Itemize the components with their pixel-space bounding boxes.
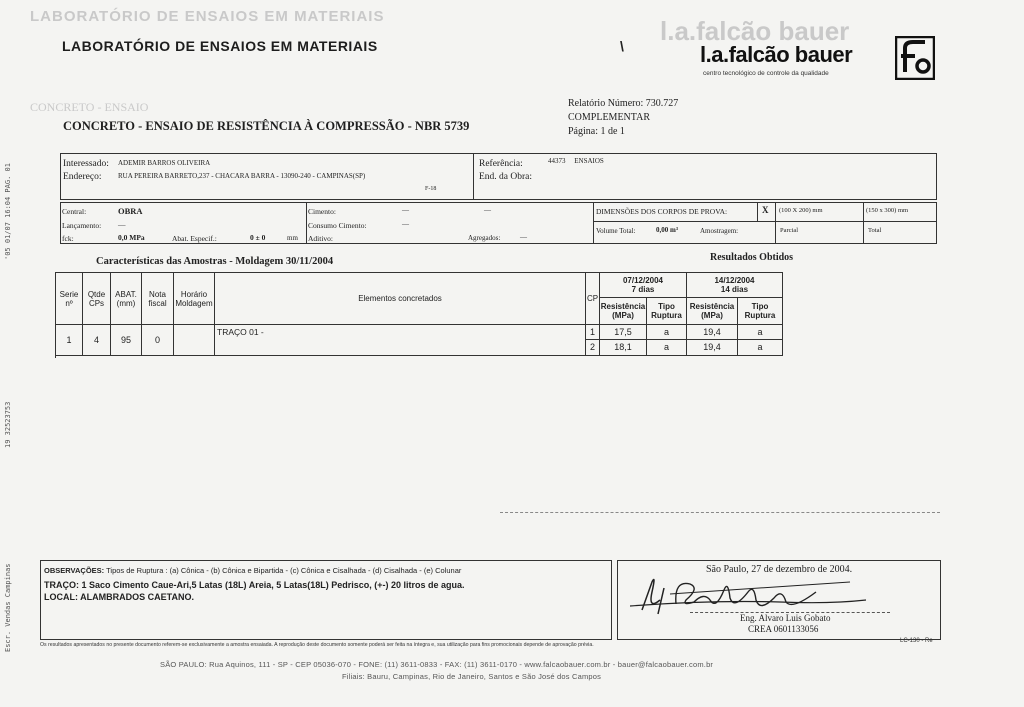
cell-nota: 0 [142, 325, 174, 356]
header-7-days [600, 273, 687, 298]
interessado-label: Interessado: [63, 159, 109, 169]
cimento-value: — [402, 206, 409, 214]
footer-address: SÃO PAULO: Rua Aquinos, 111 - SP - CEP 05036-070 - FONE: (11) 3611-0833 - FAX: (11) 3611-0170 - www.falcaobauer.com.br - bauer@falcaobauer.com.br [160, 660, 714, 669]
cell-qtde: 4 [83, 325, 111, 356]
referencia-label: Referência: [479, 159, 523, 169]
cell-abat: 95 [111, 325, 142, 356]
header-elementos: Elementos concretados [215, 273, 586, 325]
obra-label: End. da Obra: [479, 172, 533, 182]
label-7-days: 7 dias [631, 285, 655, 294]
lab-title: LABORATÓRIO DE ENSAIOS EM MATERIAIS [62, 38, 378, 54]
header-resist-14: Resistência (MPa) [687, 298, 738, 325]
form-code: LC-130 - Re [900, 638, 933, 644]
logo-text: l.a.falcão bauer [700, 42, 853, 67]
endereco-label: Endereço: [63, 172, 102, 182]
central-label: Central: [62, 207, 87, 216]
header-14-days [687, 273, 783, 298]
agregados-value: — [520, 233, 527, 241]
traco-text: TRAÇO: 1 Saco Cimento Caue-Ari,5 Latas (18L) Areia, 5 Latas(18L) Pedrisco, (+-) 20 litros de agua. [44, 580, 465, 590]
header-nota: Nota fiscal [142, 273, 174, 325]
cimento-label: Cimento: [308, 207, 336, 216]
result-2-tipo-14: a [738, 340, 783, 356]
page-number: Página: 1 de 1 [568, 126, 625, 137]
report-number: Relatório Número: 730.727 [568, 98, 679, 109]
result-1-tipo-14: a [738, 325, 783, 340]
samples-table [55, 272, 783, 358]
samples-title: Características das Amostras - Moldagem 30/11/2004 [96, 256, 334, 267]
consumo-value: — [402, 220, 409, 228]
result-1-resist-14: 19,4 [687, 325, 738, 340]
divider-line [500, 512, 940, 513]
observations-text: Tipos de Ruptura : (a) Cônica - (b) Cônica e Bipartida - (c) Cônica e Cisalhada - (d) Cisalhada - (e) Colunar [106, 566, 462, 575]
dimension-100x200: (100 X 200) mm [779, 207, 823, 214]
header-abat: ABAT. (mm) [111, 273, 142, 325]
lancamento-label: Lançamento: [62, 221, 102, 230]
cimento-value-2: — [484, 206, 491, 214]
fax-number: 19 32523753 [4, 401, 12, 448]
dimension-checkmark: X [762, 205, 769, 215]
logo-subtitle: centro tecnológico de controle da qualidade [703, 70, 829, 77]
aditivo-label: Aditivo: [308, 234, 334, 243]
fck-value: 0,0 MPa [118, 233, 145, 242]
result-1-resist-7: 17,5 [600, 325, 647, 340]
label-14-days: 14 dias [720, 285, 749, 294]
f-code: F-18 [425, 186, 437, 192]
header-serie: Serie nº [56, 273, 83, 325]
disclaimer: Os resultados apresentados no presente documento referem-se exclusivamente a amostra ensaiada. A reprodução deste documento somente poderá ser feita na íntegra e, sua utilização para fins promocionais depende de aprovação prévia. [40, 642, 594, 648]
signer-name: Eng. Alvaro Luis Gobato [740, 613, 831, 623]
logo-emblem [895, 36, 935, 80]
header-tipo-14: Tipo Ruptura [738, 298, 783, 325]
interessado-value: ADEMIR BARROS OLIVEIRA [118, 159, 211, 167]
referencia-value: 44373 ENSAIOS [548, 157, 604, 165]
result-2-resist-7: 18,1 [600, 340, 647, 356]
date-7-days: 07/12/2004 [622, 276, 664, 285]
endereco-value: RUA PEREIRA BARRETO,237 - CHACARA BARRA - 13090-240 - CAMPINAS(SP) [118, 172, 366, 180]
header-cp: CP [586, 273, 600, 325]
ghost-title: LABORATÓRIO DE ENSAIOS EM MATERIAIS [30, 8, 385, 25]
signer-crea: CREA 0601133056 [748, 624, 819, 634]
central-value: OBRA [118, 206, 143, 216]
header-tipo-7: Tipo Ruptura [647, 298, 687, 325]
lancamento-value: — [118, 220, 126, 229]
dimensions-label: DIMENSÕES DOS CORPOS DE PROVA: [596, 207, 728, 216]
volume-value: 0,00 m³ [656, 226, 678, 234]
header-qtde: Qtde CPs [83, 273, 111, 325]
amostragem-total: Total [868, 227, 882, 234]
result-2-cp: 2 [586, 340, 600, 356]
footer-branches: Filiais: Bauru, Campinas, Rio de Janeiro, Santos e São José dos Campos [342, 672, 602, 681]
volume-label: Volume Total: [596, 227, 636, 235]
sender-name: Escr. Vendas Campinas [4, 563, 12, 652]
ghost-logo: l.a.falcão bauer [660, 16, 850, 46]
result-1-tipo-7: a [647, 325, 687, 340]
consumo-label: Consumo Cimento: [308, 221, 367, 230]
amostragem-label: Amostragem: [700, 227, 739, 235]
cell-serie: 1 [56, 325, 83, 356]
abat-unit: mm [287, 234, 298, 242]
result-1-cp: 1 [586, 325, 600, 340]
report-complement: COMPLEMENTAR [568, 112, 650, 123]
fck-label: fck: [62, 234, 74, 243]
agregados-label: Agregados: [468, 234, 501, 242]
date-place: São Paulo, 27 de dezembro de 2004. [706, 564, 853, 575]
cell-horario [174, 325, 215, 356]
result-2-resist-14: 19,4 [687, 340, 738, 356]
abat-label: Abat. Especif.: [172, 234, 217, 243]
ghost-left: CONCRETO - ENSAIO [30, 100, 149, 114]
observations-label: OBSERVAÇÕES: [44, 566, 105, 575]
cell-elementos: TRAÇO 01 - [215, 325, 586, 356]
local-text: LOCAL: ALAMBRADOS CAETANO. [44, 592, 194, 602]
date-14-days: 14/12/2004 [714, 276, 755, 285]
results-title: Resultados Obtidos [710, 252, 794, 263]
fax-header: '05 01/07 16:04 PAG. 01 [4, 163, 12, 260]
stray-mark: \ [620, 38, 624, 54]
observations-line [44, 566, 461, 575]
header-resist-7: Resistência (MPa) [600, 298, 647, 325]
header-horario: Horário Moldagem [174, 273, 215, 325]
doc-title: CONCRETO - ENSAIO DE RESISTÊNCIA À COMPRESSÃO - NBR 5739 [63, 119, 470, 133]
result-2-tipo-7: a [647, 340, 687, 356]
abat-value: 0 ± 0 [250, 233, 266, 242]
amostragem-parcial: Parcial [780, 227, 799, 234]
dimension-150x300: (150 x 300) mm [866, 207, 909, 214]
